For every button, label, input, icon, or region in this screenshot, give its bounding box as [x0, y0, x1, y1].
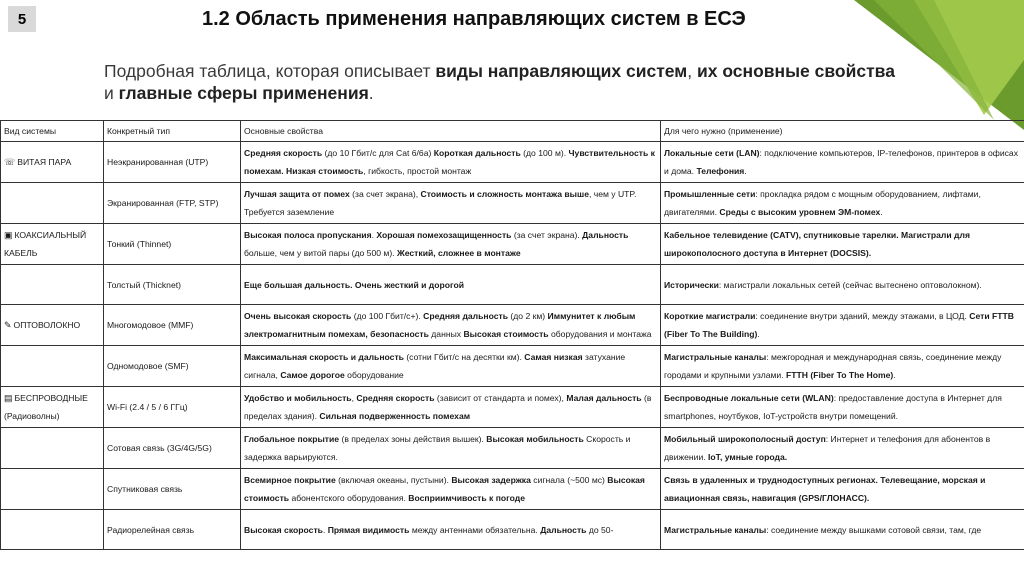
cell-usage	[661, 510, 1024, 550]
text-segment: Удобство и мобильность	[244, 393, 352, 403]
coax-cable-icon: ▣	[4, 230, 13, 240]
cell-system	[1, 142, 104, 183]
text-segment: Высокая скорость	[244, 524, 323, 535]
text-segment: Высокая стоимость	[244, 475, 645, 503]
slide-subtitle: Подробная таблица, которая описывает виды направляющих систем, их основные свойства и главные сферы применения.	[104, 61, 895, 103]
cell-type: Тонкий (Thinnet)	[104, 224, 241, 265]
wireless-icon: ▤	[4, 393, 13, 403]
text-segment: варьируются.	[284, 452, 338, 462]
text-segment: Малая дальность	[566, 393, 642, 403]
text-segment: Мобильный широкополосный доступ	[664, 434, 826, 444]
text-segment: Еще большая дальность. Очень жесткий и дорогой	[244, 279, 465, 290]
text-segment: .	[744, 166, 747, 176]
cell-properties	[241, 305, 661, 346]
cell-properties	[241, 265, 661, 305]
slide-number: 5	[17, 10, 27, 28]
text-segment: .	[880, 207, 883, 217]
text-segment: , чем у UTP. Требуется заземление	[244, 189, 637, 217]
cell-usage	[661, 183, 1024, 224]
cell-system	[1, 305, 104, 346]
text-segment: (сотни Гбит/с на десятки км).	[403, 352, 525, 362]
cell-type: Многомодовое (MMF)	[104, 305, 241, 346]
cell-usage	[661, 346, 1024, 387]
cell-type: Сотовая связь (3G/4G/5G)	[104, 428, 241, 469]
text-segment: Короткая дальность	[433, 148, 521, 158]
cell-type: Спутниковая связь	[104, 469, 241, 510]
text-segment: : Интернет и телефония для абонентов в движении.	[664, 434, 991, 462]
text-segment: Среды с высоким уровнем ЭМ-помех	[719, 207, 881, 217]
text-segment: Дальность	[582, 230, 629, 240]
system-name: ВИТАЯ ПАРА	[17, 157, 72, 167]
text-segment: Сильная подверженность помехам	[319, 411, 471, 421]
text-segment: Самое дорогое	[280, 370, 345, 380]
table-row	[1, 224, 1024, 265]
text-segment: абонентского оборудования.	[289, 493, 409, 503]
text-segment: : подключение компьютеров, IP-телефонов, принтеров в офисах и дома.	[664, 148, 1019, 176]
text-segment: Высокая стоимость	[463, 329, 549, 339]
table-row	[1, 265, 1024, 305]
text-segment: Прямая видимость	[327, 524, 410, 535]
text-segment: Максимальная скорость и дальность	[244, 352, 404, 362]
text-segment: Средняя дальность	[423, 311, 509, 321]
table-row	[1, 387, 1024, 428]
cell-properties	[241, 469, 661, 510]
text-segment: затухание сигнала,	[244, 352, 626, 380]
text-segment: Средняя скорость	[244, 148, 323, 158]
text-segment: .	[322, 524, 328, 535]
cell-properties	[241, 224, 661, 265]
cell-type: Одномодовое (SMF)	[104, 346, 241, 387]
text-segment: : соединение между вышками сотовой связи, там, где	[766, 524, 982, 535]
cell-system	[1, 510, 104, 550]
table-row	[1, 510, 1024, 550]
text-segment: , гибкость, простой монтаж	[363, 166, 472, 176]
text-segment: (до 100 м).	[520, 148, 569, 158]
text-segment: Скорость и задержка	[244, 434, 631, 462]
text-segment: Самая низкая	[524, 352, 583, 362]
systems-table	[0, 120, 1024, 550]
text-segment: Сети FTTB (Fiber To The Building)	[664, 311, 1014, 339]
text-segment: Высокая полоса пропускания	[244, 230, 372, 240]
text-segment: : соединение внутри зданий, между этажами, в ЦОД.	[755, 311, 970, 321]
cell-properties	[241, 428, 661, 469]
cell-type: Экранированная (FTP, STP)	[104, 183, 241, 224]
text-segment: Стоимость и сложность монтажа выше	[420, 189, 589, 199]
header-usage: Для чего нужно (применение)	[661, 121, 1024, 142]
text-segment: Всемирное покрытие	[244, 475, 336, 485]
cell-system	[1, 469, 104, 510]
slide-number-badge	[8, 6, 36, 32]
phone-icon: ☏	[4, 157, 16, 167]
text-segment: .	[371, 230, 377, 240]
text-segment: .	[757, 329, 760, 339]
text-segment: FTTH (Fiber To The Home)	[786, 370, 894, 380]
cell-usage	[661, 387, 1024, 428]
text-segment: : предоставление доступа в Интернет для smartphones, ноутбуков, IoT-устройств внутри помещений.	[664, 393, 1002, 421]
cell-system	[1, 428, 104, 469]
cell-usage	[661, 305, 1024, 346]
cell-properties	[241, 183, 661, 224]
text-segment: Средняя скорость	[356, 393, 435, 403]
text-segment: между антеннами обязательна.	[409, 524, 541, 535]
text-segment: больше, чем у витой пары (до 500 м).	[244, 248, 397, 258]
text-segment: (до 10 Гбит/с для Cat 6/6a)	[322, 148, 434, 158]
text-segment: Чувствительность к помехам. Низкая стоимость	[244, 148, 655, 176]
text-segment: данных	[428, 329, 464, 339]
text-segment: (за счет экрана),	[349, 189, 421, 199]
text-segment: (включая океаны, пустыни).	[335, 475, 452, 485]
text-segment: : межгородная и международная связь, соединение между городами и крупными узлами.	[664, 352, 1002, 380]
text-segment: ,	[351, 393, 357, 403]
system-name: ОПТОВОЛОКНО	[13, 320, 81, 330]
text-segment: Магистральные каналы	[664, 352, 767, 362]
cell-system	[1, 183, 104, 224]
text-segment: (до 2 км)	[508, 311, 548, 321]
text-segment: (в пределах здания).	[244, 393, 652, 421]
cell-type: Неэкранированная (UTP)	[104, 142, 241, 183]
text-segment: .	[893, 370, 896, 380]
text-segment: Хорошая помехозащищенность	[376, 230, 512, 240]
table-row	[1, 469, 1024, 510]
table-row	[1, 142, 1024, 183]
text-segment: оборудования и монтажа	[548, 329, 652, 339]
cell-properties	[241, 346, 661, 387]
text-segment: Беспроводные локальные сети (WLAN)	[664, 393, 834, 403]
text-segment: сигнала (~500 мс)	[530, 475, 608, 485]
text-segment: IoT, умные города.	[708, 452, 788, 462]
cell-system	[1, 224, 104, 265]
text-segment: Высокая задержка	[451, 475, 531, 485]
cell-usage	[661, 142, 1024, 183]
cell-system	[1, 387, 104, 428]
text-segment: (в пределах зоны действия вышек).	[339, 434, 487, 444]
text-segment: Глобальное покрытие	[244, 434, 340, 444]
cell-properties	[241, 510, 661, 550]
text-segment: : прокладка рядом с мощным оборудованием, лифтами, двигателями.	[664, 189, 981, 217]
text-segment: (за счет экрана).	[511, 230, 583, 240]
text-segment: Иммунитет к любым электромагнитным помехам, безопасность	[244, 311, 636, 339]
text-segment: Исторически	[664, 279, 719, 290]
text-segment: (до 100 Гбит/с+).	[351, 311, 424, 321]
text-segment: Дальность	[540, 524, 587, 535]
cell-usage	[661, 428, 1024, 469]
text-segment: Промышленные сети	[664, 189, 756, 199]
text-segment: Очень высокая скорость	[244, 311, 352, 321]
cell-type: Толстый (Thicknet)	[104, 265, 241, 305]
text-segment: Связь в удаленных и труднодоступных регионах. Телевещание, морская и авиационная связь, навигация (GPS/ГЛОНАСС).	[664, 475, 986, 503]
cell-properties	[241, 387, 661, 428]
text-segment: Жесткий, сложнее в монтаже	[396, 248, 521, 258]
text-segment: Телефония	[696, 166, 745, 176]
text-segment: Высокая мобильность	[486, 434, 584, 444]
table-row	[1, 305, 1024, 346]
header-properties: Основные свойства	[241, 121, 661, 142]
cell-usage	[661, 469, 1024, 510]
cell-usage	[661, 224, 1024, 265]
text-segment: Восприимчивость к погоде	[408, 493, 525, 503]
text-segment: оборудование	[344, 370, 404, 380]
system-name: КОАКСИАЛЬНЫЙ КАБЕЛЬ	[4, 230, 87, 258]
text-segment: до 50-	[586, 524, 614, 535]
text-segment: (зависит от стандарта и помех),	[434, 393, 567, 403]
slide-title: 1.2 Область применения направляющих систем в ЕСЭ	[202, 8, 746, 30]
table-header-row	[1, 121, 1024, 142]
text-segment: Короткие магистрали	[664, 311, 756, 321]
text-segment: Магистральные каналы	[664, 524, 767, 535]
header-type: Конкретный тип	[104, 121, 241, 142]
table-body	[1, 142, 1024, 550]
cell-system	[1, 346, 104, 387]
cell-usage	[661, 265, 1024, 305]
text-segment: Локальные сети (LAN)	[664, 148, 760, 158]
cell-properties	[241, 142, 661, 183]
cell-system	[1, 265, 104, 305]
table-row	[1, 183, 1024, 224]
table-row	[1, 428, 1024, 469]
header-system: Вид системы	[1, 121, 104, 142]
text-segment: Лучшая защита от помех	[244, 189, 350, 199]
fiber-icon: ✎	[4, 320, 12, 330]
cell-type: Wi-Fi (2.4 / 5 / 6 ГГц)	[104, 387, 241, 428]
text-segment: Кабельное телевидение (CATV), спутниковые тарелки. Магистрали для широкополосного доступа в Интернет (DOCSIS).	[664, 230, 970, 258]
table-row	[1, 346, 1024, 387]
text-segment: : магистрали локальных сетей (сейчас вытеснено оптоволокном).	[718, 279, 982, 290]
cell-type: Радиорелейная связь	[104, 510, 241, 550]
system-name: БЕСПРОВОДНЫЕ (Радиоволны)	[4, 393, 88, 421]
